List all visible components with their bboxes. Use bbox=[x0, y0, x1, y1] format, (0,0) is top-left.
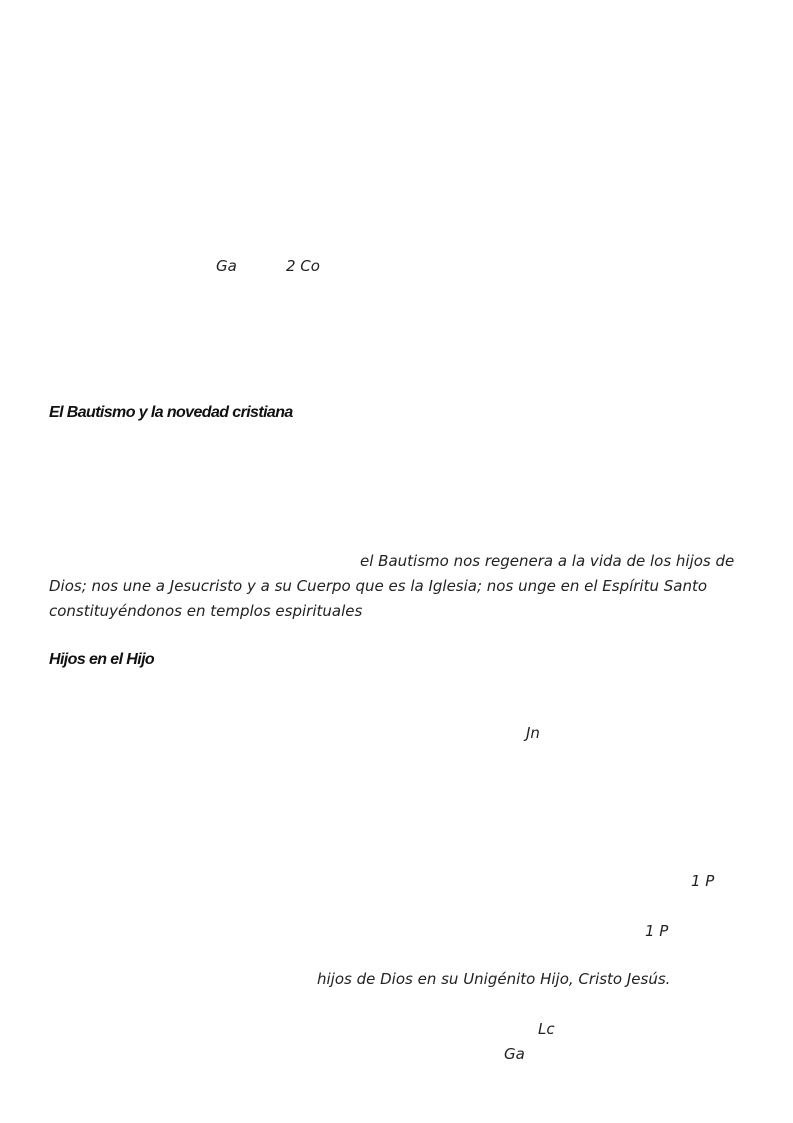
scripture-reference-2co: 2 Co bbox=[286, 257, 320, 275]
scripture-reference-jn: Jn bbox=[526, 724, 540, 742]
paragraph-line: el Bautismo nos regenera a la vida de los hijos de bbox=[360, 552, 735, 570]
scripture-reference-1p: 1 P bbox=[691, 872, 715, 890]
section-heading-sons: Hijos en el Hijo bbox=[49, 651, 155, 668]
paragraph-line: constituyéndonos en templos espirituales bbox=[49, 602, 363, 620]
scripture-reference-ga: Ga bbox=[216, 257, 237, 275]
scripture-reference-1p: 1 P bbox=[645, 922, 669, 940]
scripture-reference-ga: Ga bbox=[504, 1045, 525, 1063]
paragraph-line: hijos de Dios en su Unigénito Hijo, Cristo Jesús. bbox=[317, 970, 671, 988]
section-heading-baptism: El Bautismo y la novedad cristiana bbox=[49, 404, 293, 421]
scripture-reference-lc: Lc bbox=[538, 1020, 555, 1038]
paragraph-line: Dios; nos une a Jesucristo y a su Cuerpo que es la Iglesia; nos unge en el Espíritu Santo bbox=[49, 577, 708, 595]
